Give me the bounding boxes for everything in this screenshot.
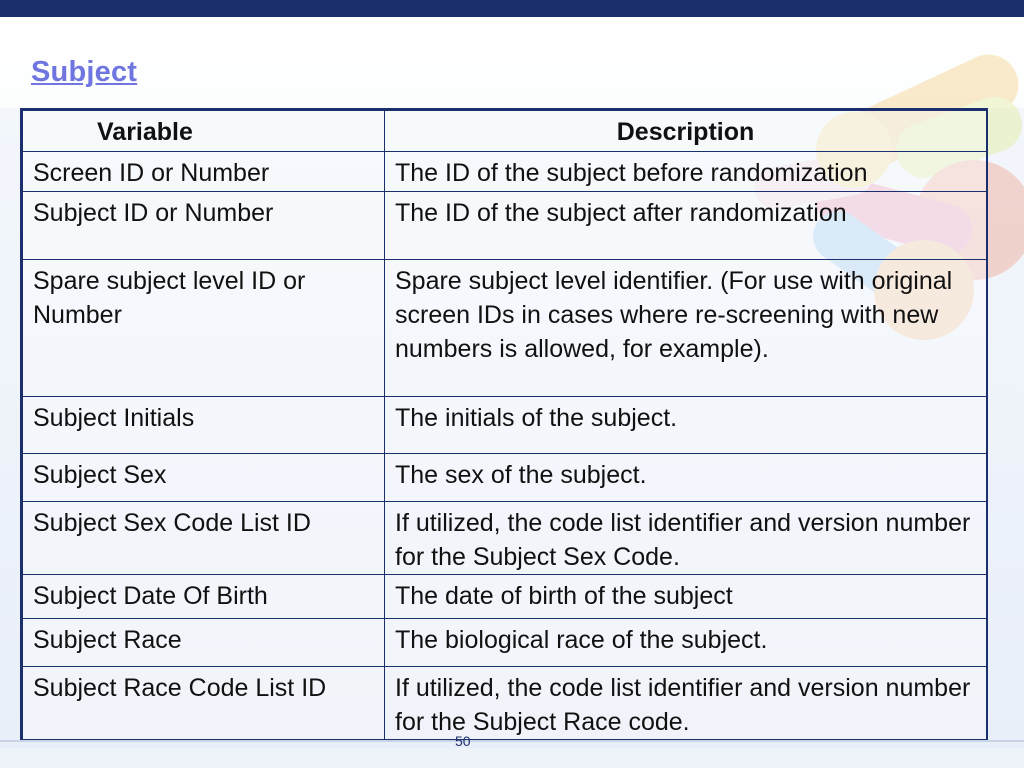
description-cell: The ID of the subject after randomization (385, 192, 987, 260)
table-row (23, 260, 987, 397)
description-cell: The date of birth of the subject (385, 575, 987, 619)
page-number: 50 (455, 733, 471, 749)
top-banner (0, 0, 1024, 17)
table-row (23, 397, 987, 454)
description-cell: The sex of the subject. (385, 454, 987, 502)
variable-cell: Subject Race Code List ID (23, 667, 385, 740)
description-cell: The biological race of the subject. (385, 619, 987, 667)
variable-cell: Subject ID or Number (23, 192, 385, 260)
description-cell: If utilized, the code list identifier and version number for the Subject Race code. (385, 667, 987, 740)
table-row (23, 152, 987, 192)
variable-cell: Spare subject level ID or Number (23, 260, 385, 397)
variable-cell: Screen ID or Number (23, 152, 385, 192)
header-variable: Variable (23, 111, 385, 152)
variable-cell: Subject Sex (23, 454, 385, 502)
table-row (23, 192, 987, 260)
variable-cell: Subject Date Of Birth (23, 575, 385, 619)
variable-cell: Subject Sex Code List ID (23, 502, 385, 575)
table-row (23, 502, 987, 575)
description-cell: Spare subject level identifier. (For use with original screen IDs in cases where re-screening with new numbers is allowed, for example). (385, 260, 987, 397)
table-row (23, 575, 987, 619)
variable-cell: Subject Race (23, 619, 385, 667)
page-title[interactable]: Subject (31, 56, 138, 88)
description-cell: If utilized, the code list identifier and version number for the Subject Sex Code. (385, 502, 987, 575)
footer-divider (0, 740, 1024, 742)
table-row (23, 619, 987, 667)
table-header-row (23, 111, 987, 152)
description-cell: The ID of the subject before randomization (385, 152, 987, 192)
description-cell: The initials of the subject. (385, 397, 987, 454)
variable-cell: Subject Initials (23, 397, 385, 454)
table-row (23, 454, 987, 502)
table-row (23, 667, 987, 740)
header-description: Description (385, 111, 987, 152)
subject-variables-table (20, 108, 988, 742)
